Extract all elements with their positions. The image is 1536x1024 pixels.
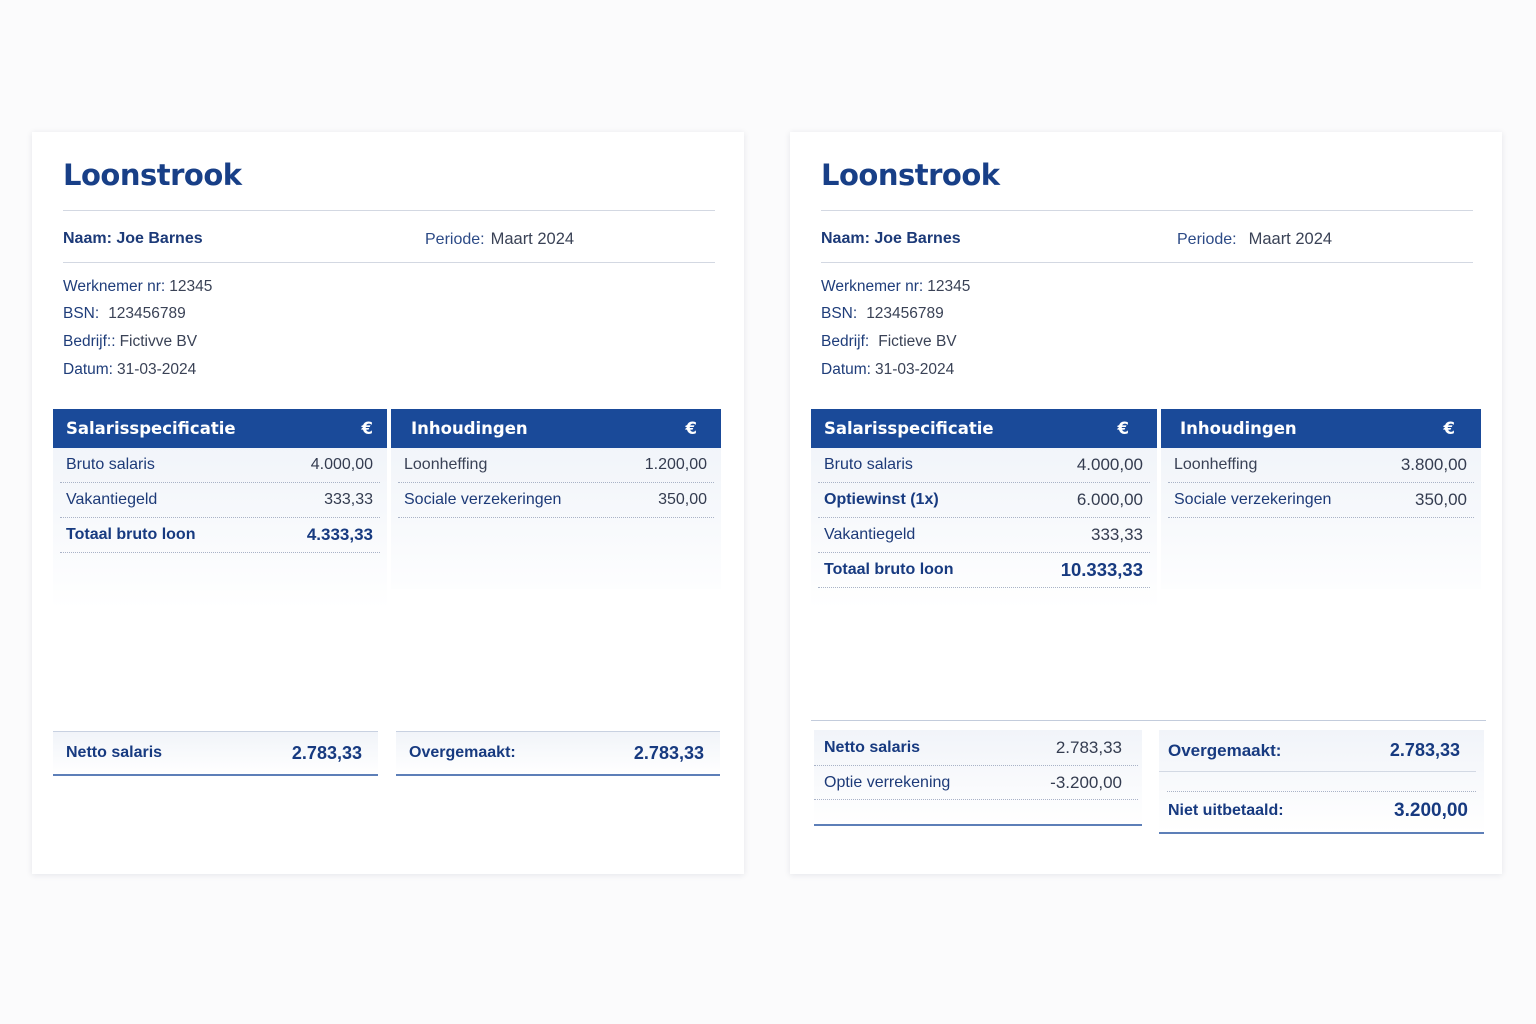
naam-label: Naam: — [821, 230, 870, 247]
niet-uitbetaald-label: Niet uitbetaald: — [1168, 802, 1284, 819]
netto-box — [53, 731, 378, 776]
row-label: Sociale verzekeringen — [404, 491, 562, 508]
table-row — [1168, 483, 1474, 518]
row-label: Totaal bruto loon — [66, 526, 196, 543]
periode-value: Maart 2024 — [490, 230, 575, 248]
info-label: Bedrijf: — [821, 333, 870, 350]
employee-name — [63, 230, 203, 248]
info-datum — [821, 361, 954, 379]
row-value: 350,00 — [658, 491, 707, 508]
table-row-total — [60, 518, 380, 553]
inhoudingen-header-label: Inhoudingen — [1180, 419, 1297, 438]
table-row — [60, 483, 380, 518]
divider — [811, 720, 1486, 721]
info-value: 123456789 — [108, 305, 186, 322]
info-bsn — [821, 305, 944, 323]
row-label: Loonheffing — [1174, 456, 1258, 473]
payslip-title: Loonstrook — [63, 158, 242, 192]
employee-name — [821, 230, 961, 248]
naam-value: Joe Barnes — [116, 230, 203, 247]
payslip-right — [790, 132, 1502, 874]
row-label: Optiewinst (1x) — [824, 491, 939, 508]
payslip-title: Loonstrook — [821, 158, 1000, 192]
row-value: 4.000,00 — [1076, 455, 1143, 474]
euro-icon: € — [1443, 419, 1455, 438]
overgemaakt-box — [1159, 730, 1484, 834]
netto-label: Netto salaris — [66, 744, 163, 761]
periode-label: Periode: — [425, 231, 485, 248]
divider — [821, 262, 1473, 263]
period — [425, 230, 574, 249]
divider — [821, 210, 1473, 211]
naam-label: Naam: — [63, 230, 112, 247]
info-value: 123456789 — [866, 305, 944, 322]
periode-value: Maart 2024 — [1248, 230, 1333, 248]
row-value: 10.333,33 — [1060, 559, 1143, 580]
row-label: Bruto salaris — [66, 456, 155, 473]
info-value: Fictieve BV — [878, 333, 957, 350]
row-label: Loonheffing — [404, 456, 488, 473]
row-value: 350,00 — [1415, 490, 1467, 509]
info-value: 12345 — [169, 278, 213, 295]
info-bsn — [63, 305, 186, 323]
info-value: 31-03-2024 — [874, 361, 955, 378]
dotted-divider — [1167, 772, 1476, 792]
info-value: Fictivve BV — [119, 333, 198, 350]
table-row-optiewinst — [818, 483, 1150, 518]
info-bedrijf — [821, 333, 957, 351]
divider — [63, 210, 715, 211]
periode-label: Periode: — [1177, 231, 1237, 248]
row-label: Vakantiegeld — [66, 491, 158, 508]
row-value: 3.800,00 — [1400, 455, 1467, 474]
row-value: 333,33 — [324, 491, 373, 508]
niet-uitbetaald-row — [1159, 792, 1484, 830]
row-label: Sociale verzekeringen — [1174, 491, 1332, 508]
row-label: Bruto salaris — [824, 456, 913, 473]
salaris-header — [811, 409, 1157, 448]
euro-icon: € — [361, 419, 373, 438]
info-label: Datum: — [821, 361, 871, 378]
row-value: 6.000,00 — [1076, 490, 1143, 509]
netto-value: 2.783,33 — [291, 742, 362, 763]
optie-verrekening-label: Optie verrekening — [824, 773, 951, 791]
inhoudingen-header — [1161, 409, 1481, 448]
naam-value: Joe Barnes — [874, 230, 961, 247]
netto-row — [814, 730, 1138, 766]
netto-box — [814, 730, 1142, 826]
info-label: Bedrijf:: — [63, 333, 116, 350]
overgemaakt-row — [396, 732, 720, 774]
payslip-left — [32, 132, 744, 874]
netto-value: 2.783,33 — [1055, 737, 1122, 757]
overgemaakt-value: 2.783,33 — [1389, 740, 1460, 760]
info-label: BSN: — [821, 305, 858, 322]
info-value: 31-03-2024 — [116, 361, 197, 378]
salaris-header-label: Salarisspecificatie — [824, 419, 994, 438]
row-value: 333,33 — [1091, 525, 1143, 544]
euro-icon: € — [685, 419, 697, 438]
info-label: Werknemer nr: — [63, 278, 166, 295]
table-row — [398, 483, 714, 518]
overgemaakt-value: 2.783,33 — [633, 742, 704, 763]
table-row — [398, 448, 714, 483]
info-value: 12345 — [927, 278, 971, 295]
info-datum — [63, 361, 196, 379]
row-value: 1.200,00 — [644, 456, 707, 473]
table-row — [1168, 448, 1474, 483]
table-row — [60, 448, 380, 483]
row-value: 4.333,33 — [306, 525, 373, 544]
netto-label: Netto salaris — [824, 738, 921, 756]
table-row — [818, 448, 1150, 483]
salaris-panel — [811, 409, 1157, 649]
info-werknemer — [63, 278, 212, 296]
info-label: Datum: — [63, 361, 113, 378]
overgemaakt-label: Overgemaakt: — [1168, 740, 1282, 760]
inhoudingen-header — [391, 409, 721, 448]
overgemaakt-box — [396, 731, 720, 776]
info-label: Werknemer nr: — [821, 278, 924, 295]
inhoudingen-panel — [391, 409, 721, 589]
optie-verrekening-value: -3.200,00 — [1050, 772, 1122, 792]
salaris-header-label: Salarisspecificatie — [66, 419, 236, 438]
netto-row — [53, 732, 378, 774]
period — [1177, 230, 1332, 249]
table-row-total — [818, 553, 1150, 588]
salaris-panel — [53, 409, 387, 619]
overgemaakt-label: Overgemaakt: — [409, 744, 516, 761]
info-label: BSN: — [63, 305, 100, 322]
divider — [63, 262, 715, 263]
inhoudingen-header-label: Inhoudingen — [411, 419, 528, 438]
table-row — [818, 518, 1150, 553]
optie-verrekening-row — [814, 766, 1138, 800]
info-bedrijf — [63, 333, 197, 351]
row-value: 4.000,00 — [310, 456, 373, 473]
salaris-header — [53, 409, 387, 448]
info-werknemer — [821, 278, 970, 296]
euro-icon: € — [1117, 419, 1129, 438]
overgemaakt-row — [1159, 730, 1476, 772]
row-label: Totaal bruto loon — [824, 561, 954, 578]
niet-uitbetaald-value: 3.200,00 — [1394, 800, 1468, 821]
row-label: Vakantiegeld — [824, 526, 916, 543]
inhoudingen-panel — [1161, 409, 1481, 589]
